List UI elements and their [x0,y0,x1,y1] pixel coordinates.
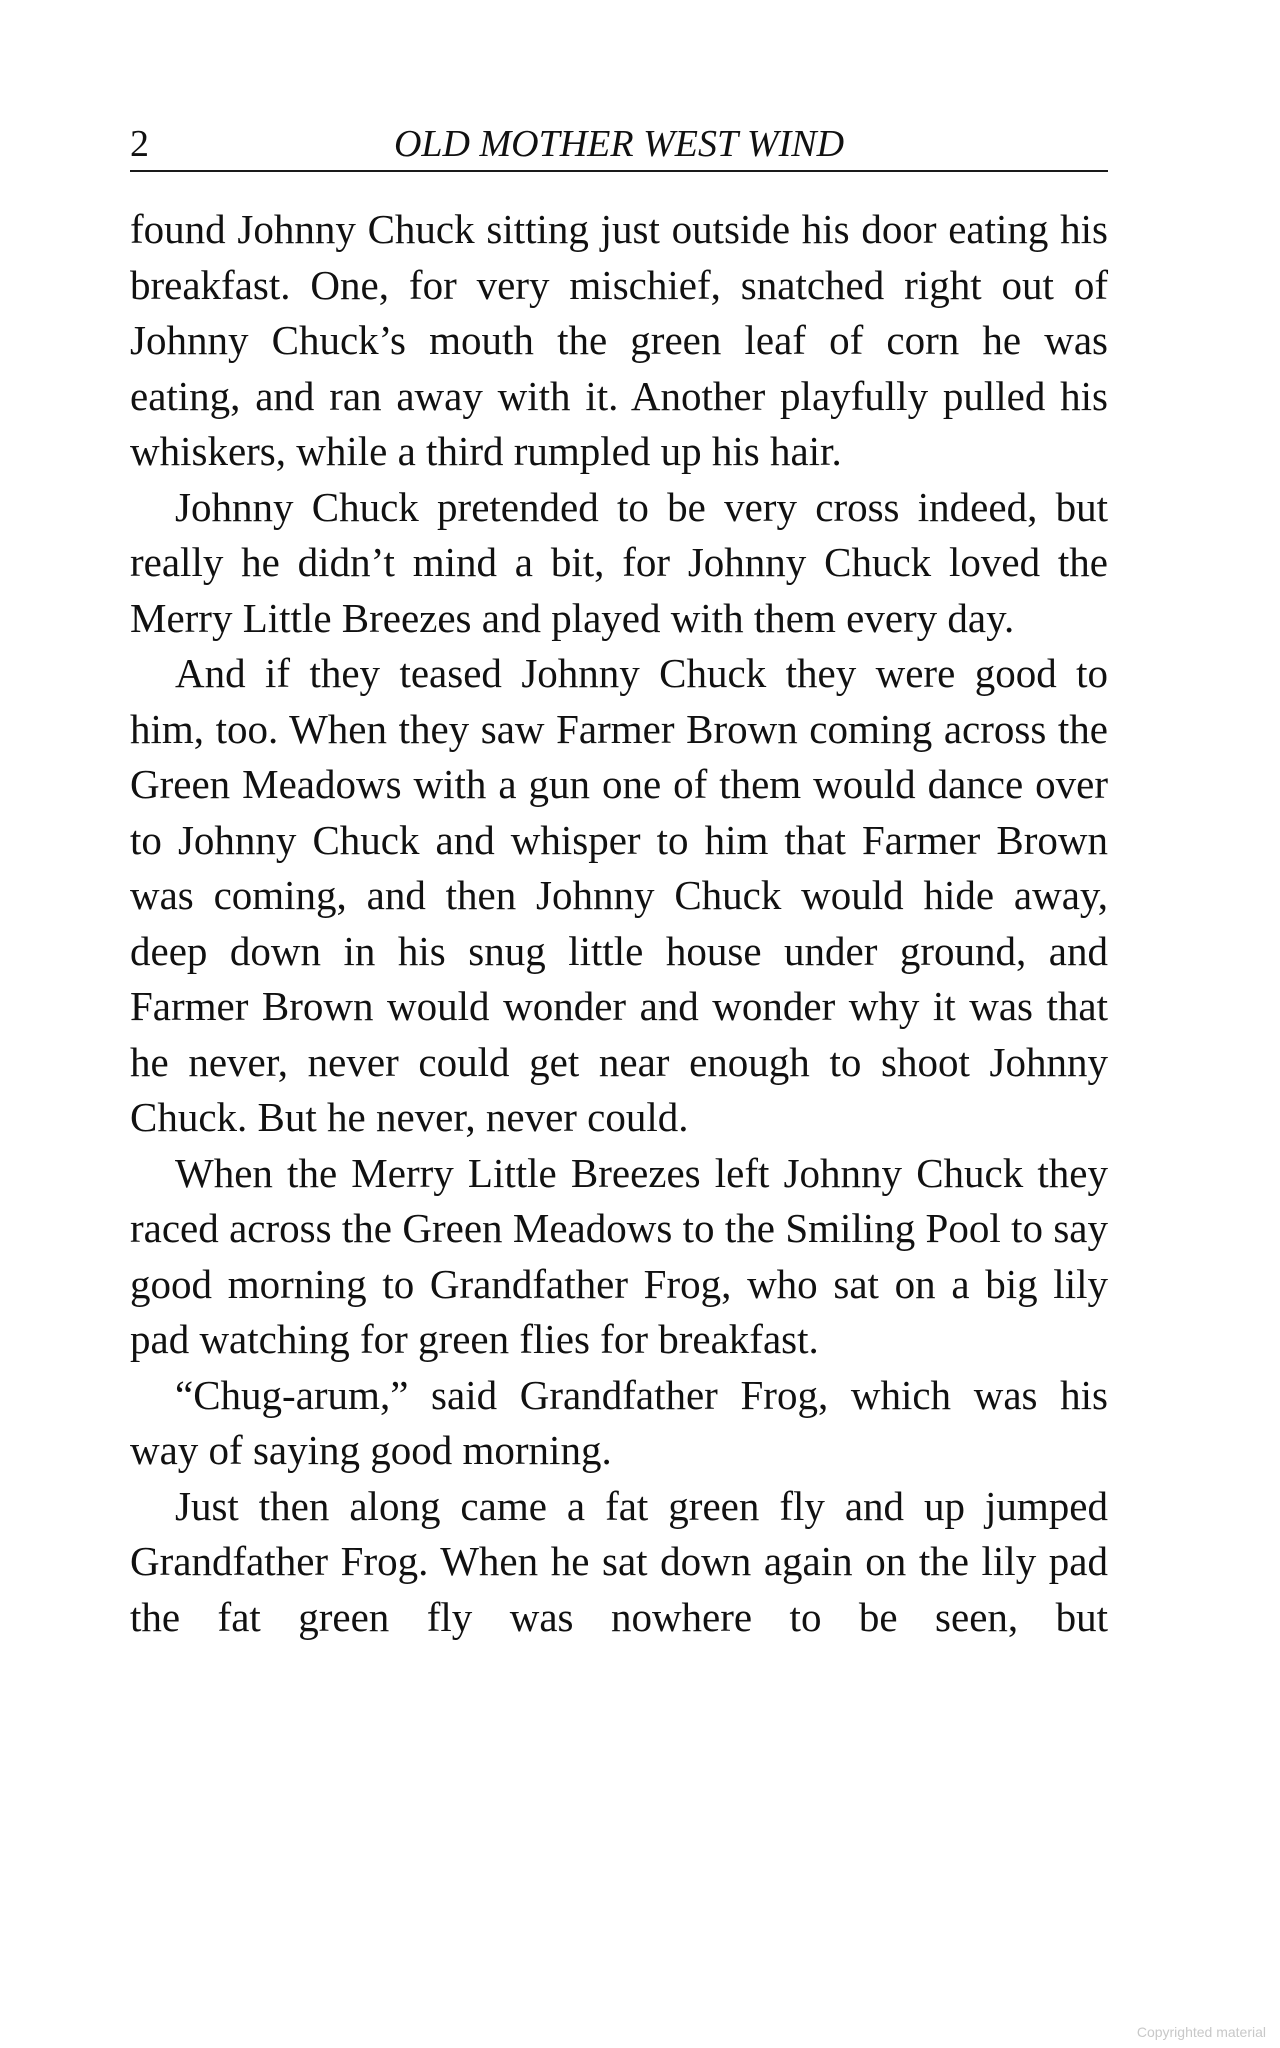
running-head [130,118,1108,172]
paragraph: “Chug-arum,” said Grandfather Frog, which was his way of saying good morning. [130,1371,1108,1473]
book-page [130,118,1108,1645]
book-title: OLD MOTHER WEST WIND [393,123,845,165]
paragraph: found Johnny Chuck sitting just outside his door eating his breakfast. One, for very mischief, snatched right out of Johnny Chuck’s mouth the green leaf of corn he was eating, and ran away with it. Another playfully pulled his whiskers, while a third rumpled up his hair. [130,206,1108,474]
paragraph: Johnny Chuck pretended to be very cross indeed, but really he didn’t mind a bit, for Johnny Chuck loved the Merry Little Breezes and played with them every day. [130,483,1108,641]
copyright-watermark: Copyrighted material [1136,2024,1266,2040]
body-text [130,202,1108,1645]
paragraph: And if they teased Johnny Chuck they were good to him, too. When they saw Farmer Brown coming across the Green Meadows with a gun one of them would dance over to Johnny Chuck and whisper to him that Farmer Brown was coming, and then Johnny Chuck would hide away, deep down in his snug little house under ground, and Farmer Brown would wonder and wonder why it was that he never, never could get near enough to shoot Johnny Chuck. But he never, never could. [130,650,1108,1140]
paragraph: When the Merry Little Breezes left Johnny Chuck they raced across the Green Meadows to the Smiling Pool to say good morning to Grandfather Frog, who sat on a big lily pad watching for green flies for breakfast. [130,1149,1108,1362]
paragraph: Just then along came a fat green fly and up jumped Grandfather Frog. When he sat down again on the lily pad the fat green fly was nowhere to be seen, but [130,1482,1108,1640]
page-number: 2 [130,123,149,165]
